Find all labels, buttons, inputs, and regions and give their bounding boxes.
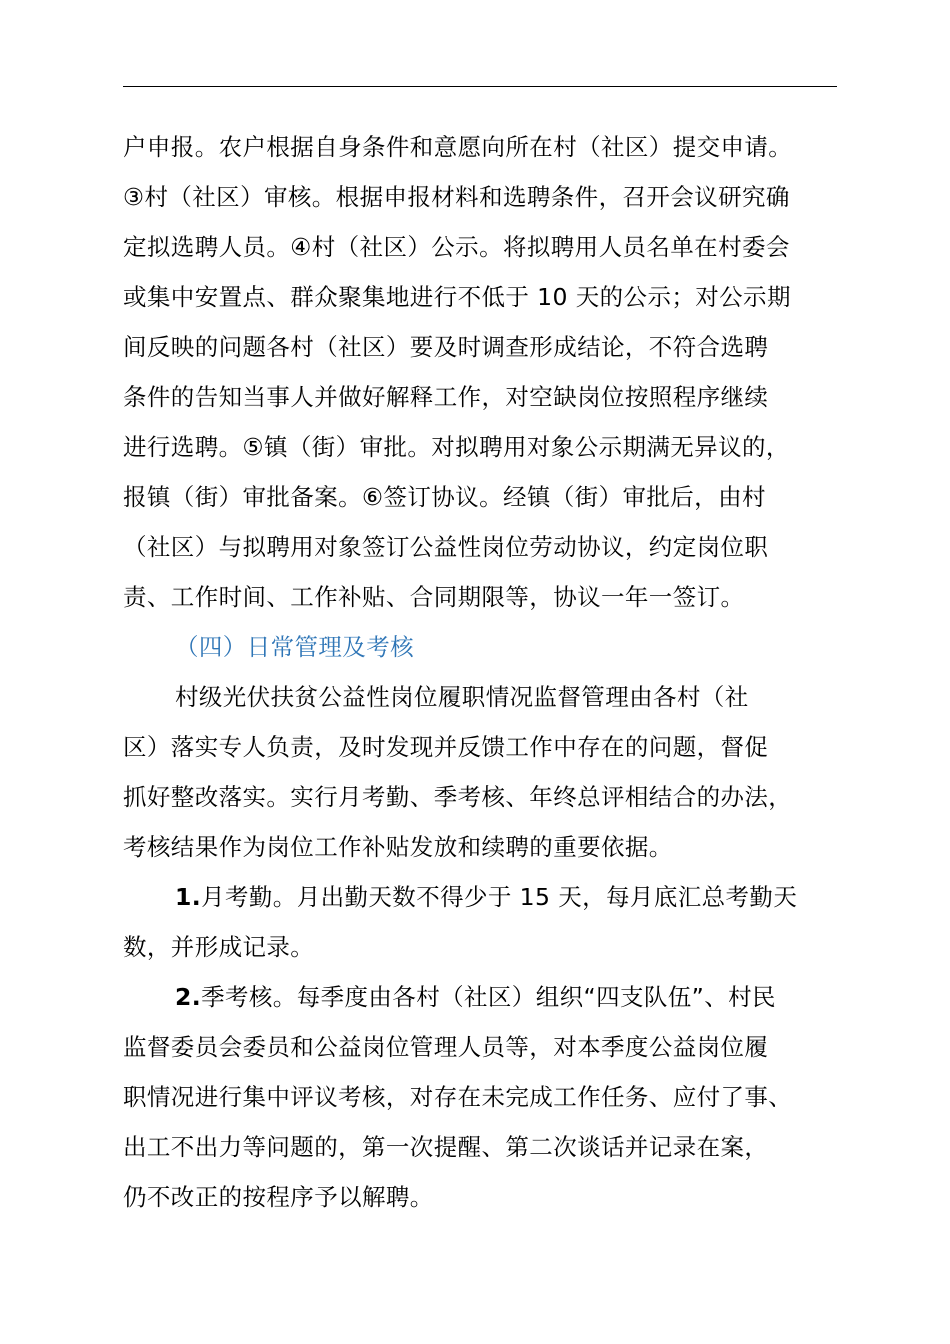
paragraph-application-procedure — [123, 124, 863, 624]
text-line: 责、工作时间、工作补贴、合同期限等，协议一年一签订。 — [123, 583, 745, 611]
text-line: 进行选聘。⑤镇（街）审批。对拟聘用对象公示期满无异议的， — [123, 433, 790, 461]
text-line: 或集中安置点、群众聚集地进行不低于 10 天的公示；对公示期 — [123, 283, 791, 311]
text-line: 条件的告知当事人并做好解释工作，对空缺岗位按照程序继续 — [123, 383, 769, 411]
document-body — [123, 124, 863, 1224]
text-line: 间反映的问题各村（社区）要及时调查形成结论，不符合选聘 — [123, 333, 769, 361]
text-line: 出工不出力等问题的，第一次提醒、第二次谈话并记录在案， — [123, 1133, 769, 1161]
text-line — [123, 874, 863, 924]
text-line: 考核结果作为岗位工作补贴发放和续聘的重要依据。 — [123, 833, 673, 861]
item-text: 季考核。每季度由各村（社区）组织“四支队伍”、村民 — [201, 983, 776, 1011]
text-line: 报镇（街）审批备案。⑥签订协议。经镇（街）审批后，由村 — [123, 483, 766, 511]
item-text: 月考勤。月出勤天数不得少于 15 天，每月底汇总考勤天 — [201, 883, 798, 911]
text-line: 仍不改正的按程序予以解聘。 — [123, 1183, 434, 1211]
text-line: 村级光伏扶贫公益性岗位履职情况监督管理由各村（社 — [175, 683, 749, 711]
text-line: 定拟选聘人员。④村（社区）公示。将拟聘用人员名单在村委会 — [123, 233, 790, 261]
text-line: （社区）与拟聘用对象签订公益性岗位劳动协议，约定岗位职 — [123, 533, 769, 561]
text-line: 职情况进行集中评议考核，对存在未完成工作任务、应付了事、 — [123, 1083, 793, 1111]
text-line: ③村（社区）审核。根据申报材料和选聘条件，召开会议研究确 — [123, 183, 790, 211]
list-item-monthly-attendance — [123, 874, 863, 974]
item-number: 2. — [175, 983, 202, 1011]
text-line: 监督委员会委员和公益岗位管理人员等，对本季度公益岗位履 — [123, 1033, 769, 1061]
text-line: 户申报。农户根据自身条件和意愿向所在村（社区）提交申请。 — [123, 133, 793, 161]
text-line: 区）落实专人负责，及时发现并反馈工作中存在的问题，督促 — [123, 733, 769, 761]
list-item-quarterly-assessment — [123, 974, 863, 1224]
text-line: 抓好整改落实。实行月考勤、季考核、年终总评相结合的办法， — [123, 783, 793, 811]
header-rule — [123, 86, 837, 87]
item-number: 1. — [175, 883, 202, 911]
paragraph-daily-management — [123, 674, 863, 874]
text-line — [123, 974, 863, 1024]
text-line: 数，并形成记录。 — [123, 933, 315, 961]
section-heading: （四）日常管理及考核 — [175, 633, 414, 661]
